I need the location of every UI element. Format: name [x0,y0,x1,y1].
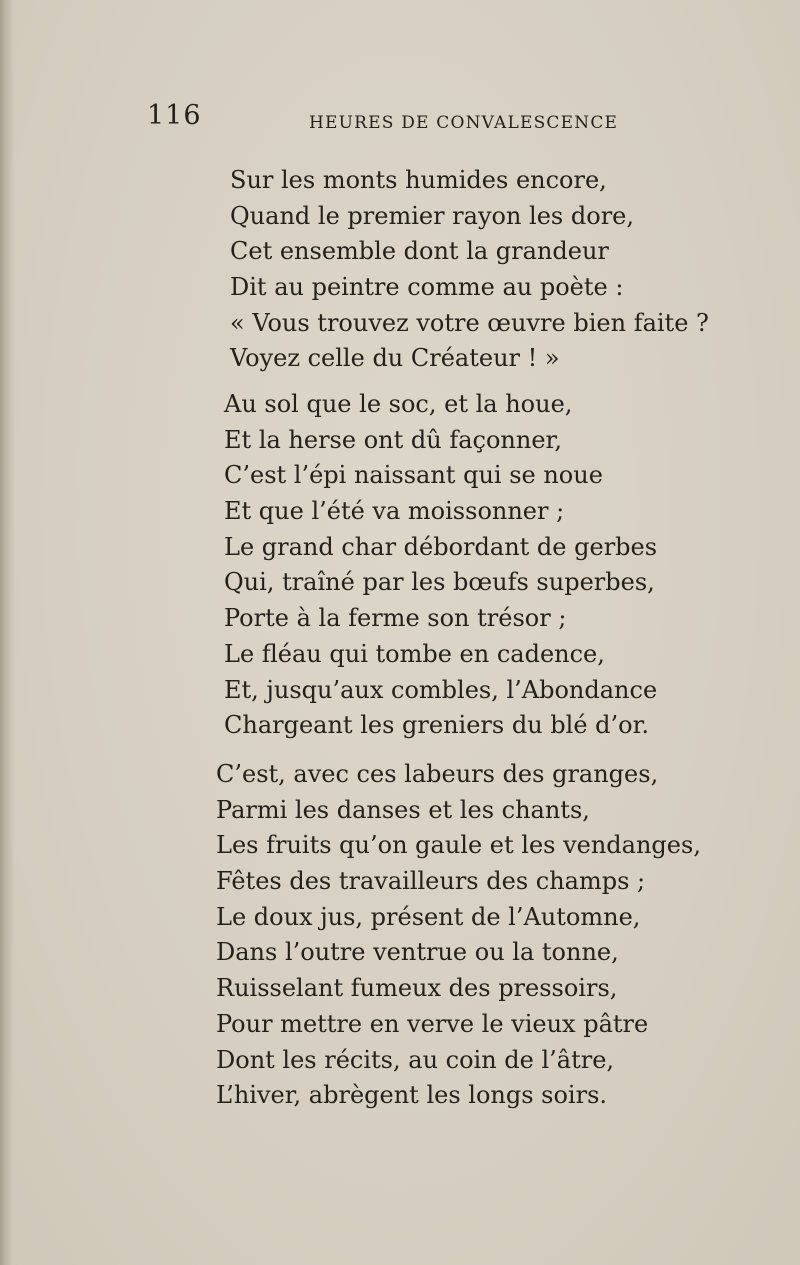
verse-line: Et la herse ont dû façonner, [224,425,562,454]
verse-line: Voyez celle du Créateur ! » [230,344,560,373]
verse-line: L’hiver, abrègent les longs soirs. [216,1081,608,1110]
verse-line: Dit au peintre comme au poète : [230,273,624,302]
verse-line: Ruisselant fumeux des pressoirs, [216,974,618,1003]
verse-line: Porte à la ferme son trésor ; [224,604,567,633]
verse-line: Cet ensemble dont la grandeur [230,237,609,266]
stanza-3 [216,757,701,1114]
verse-line: Qui, traîné par les bœufs superbes, [224,568,655,597]
stanza-1 [230,163,709,377]
verse-line: C’est l’épi naissant qui se noue [224,461,603,490]
verse-line: Fêtes des travailleurs des champs ; [216,867,646,896]
verse-line: Et que l’été va moissonner ; [224,497,565,526]
verse-line: Le fléau qui tombe en cadence, [224,639,605,668]
verse-line: Au sol que le soc, et la houe, [224,390,573,418]
verse-line: Quand le premier rayon les dore, [230,201,634,230]
verse-line: C’est, avec ces labeurs des granges, [216,760,659,788]
verse-line: Dont les récits, au coin de l’âtre, [216,1045,615,1074]
verse-line: Dans l’outre ventrue ou la tonne, [216,938,619,967]
verse-line: Sur les monts humides encore, [230,166,607,194]
page-number: 116 [147,100,202,131]
verse-line: Pour mettre en verve le vieux pâtre [216,1009,649,1038]
verse-line: Parmi les danses et les chants, [216,795,590,824]
running-title: HEURES DE CONVALESCENCE [309,113,619,133]
page-gutter-shadow [0,0,14,1265]
verse-line: Le grand char débordant de gerbes [224,532,658,561]
verse-line: Chargeant les greniers du blé d’or. [224,711,650,740]
verse-line: Le doux jus, présent de l’Automne, [216,902,641,931]
verse-line: Et, jusqu’aux combles, l’Abondance [224,675,658,704]
verse-line: Les fruits qu’on gaule et les vendanges, [216,831,701,860]
verse-line: « Vous trouvez votre œuvre bien faite ? [230,308,709,337]
stanza-2 [224,387,657,744]
